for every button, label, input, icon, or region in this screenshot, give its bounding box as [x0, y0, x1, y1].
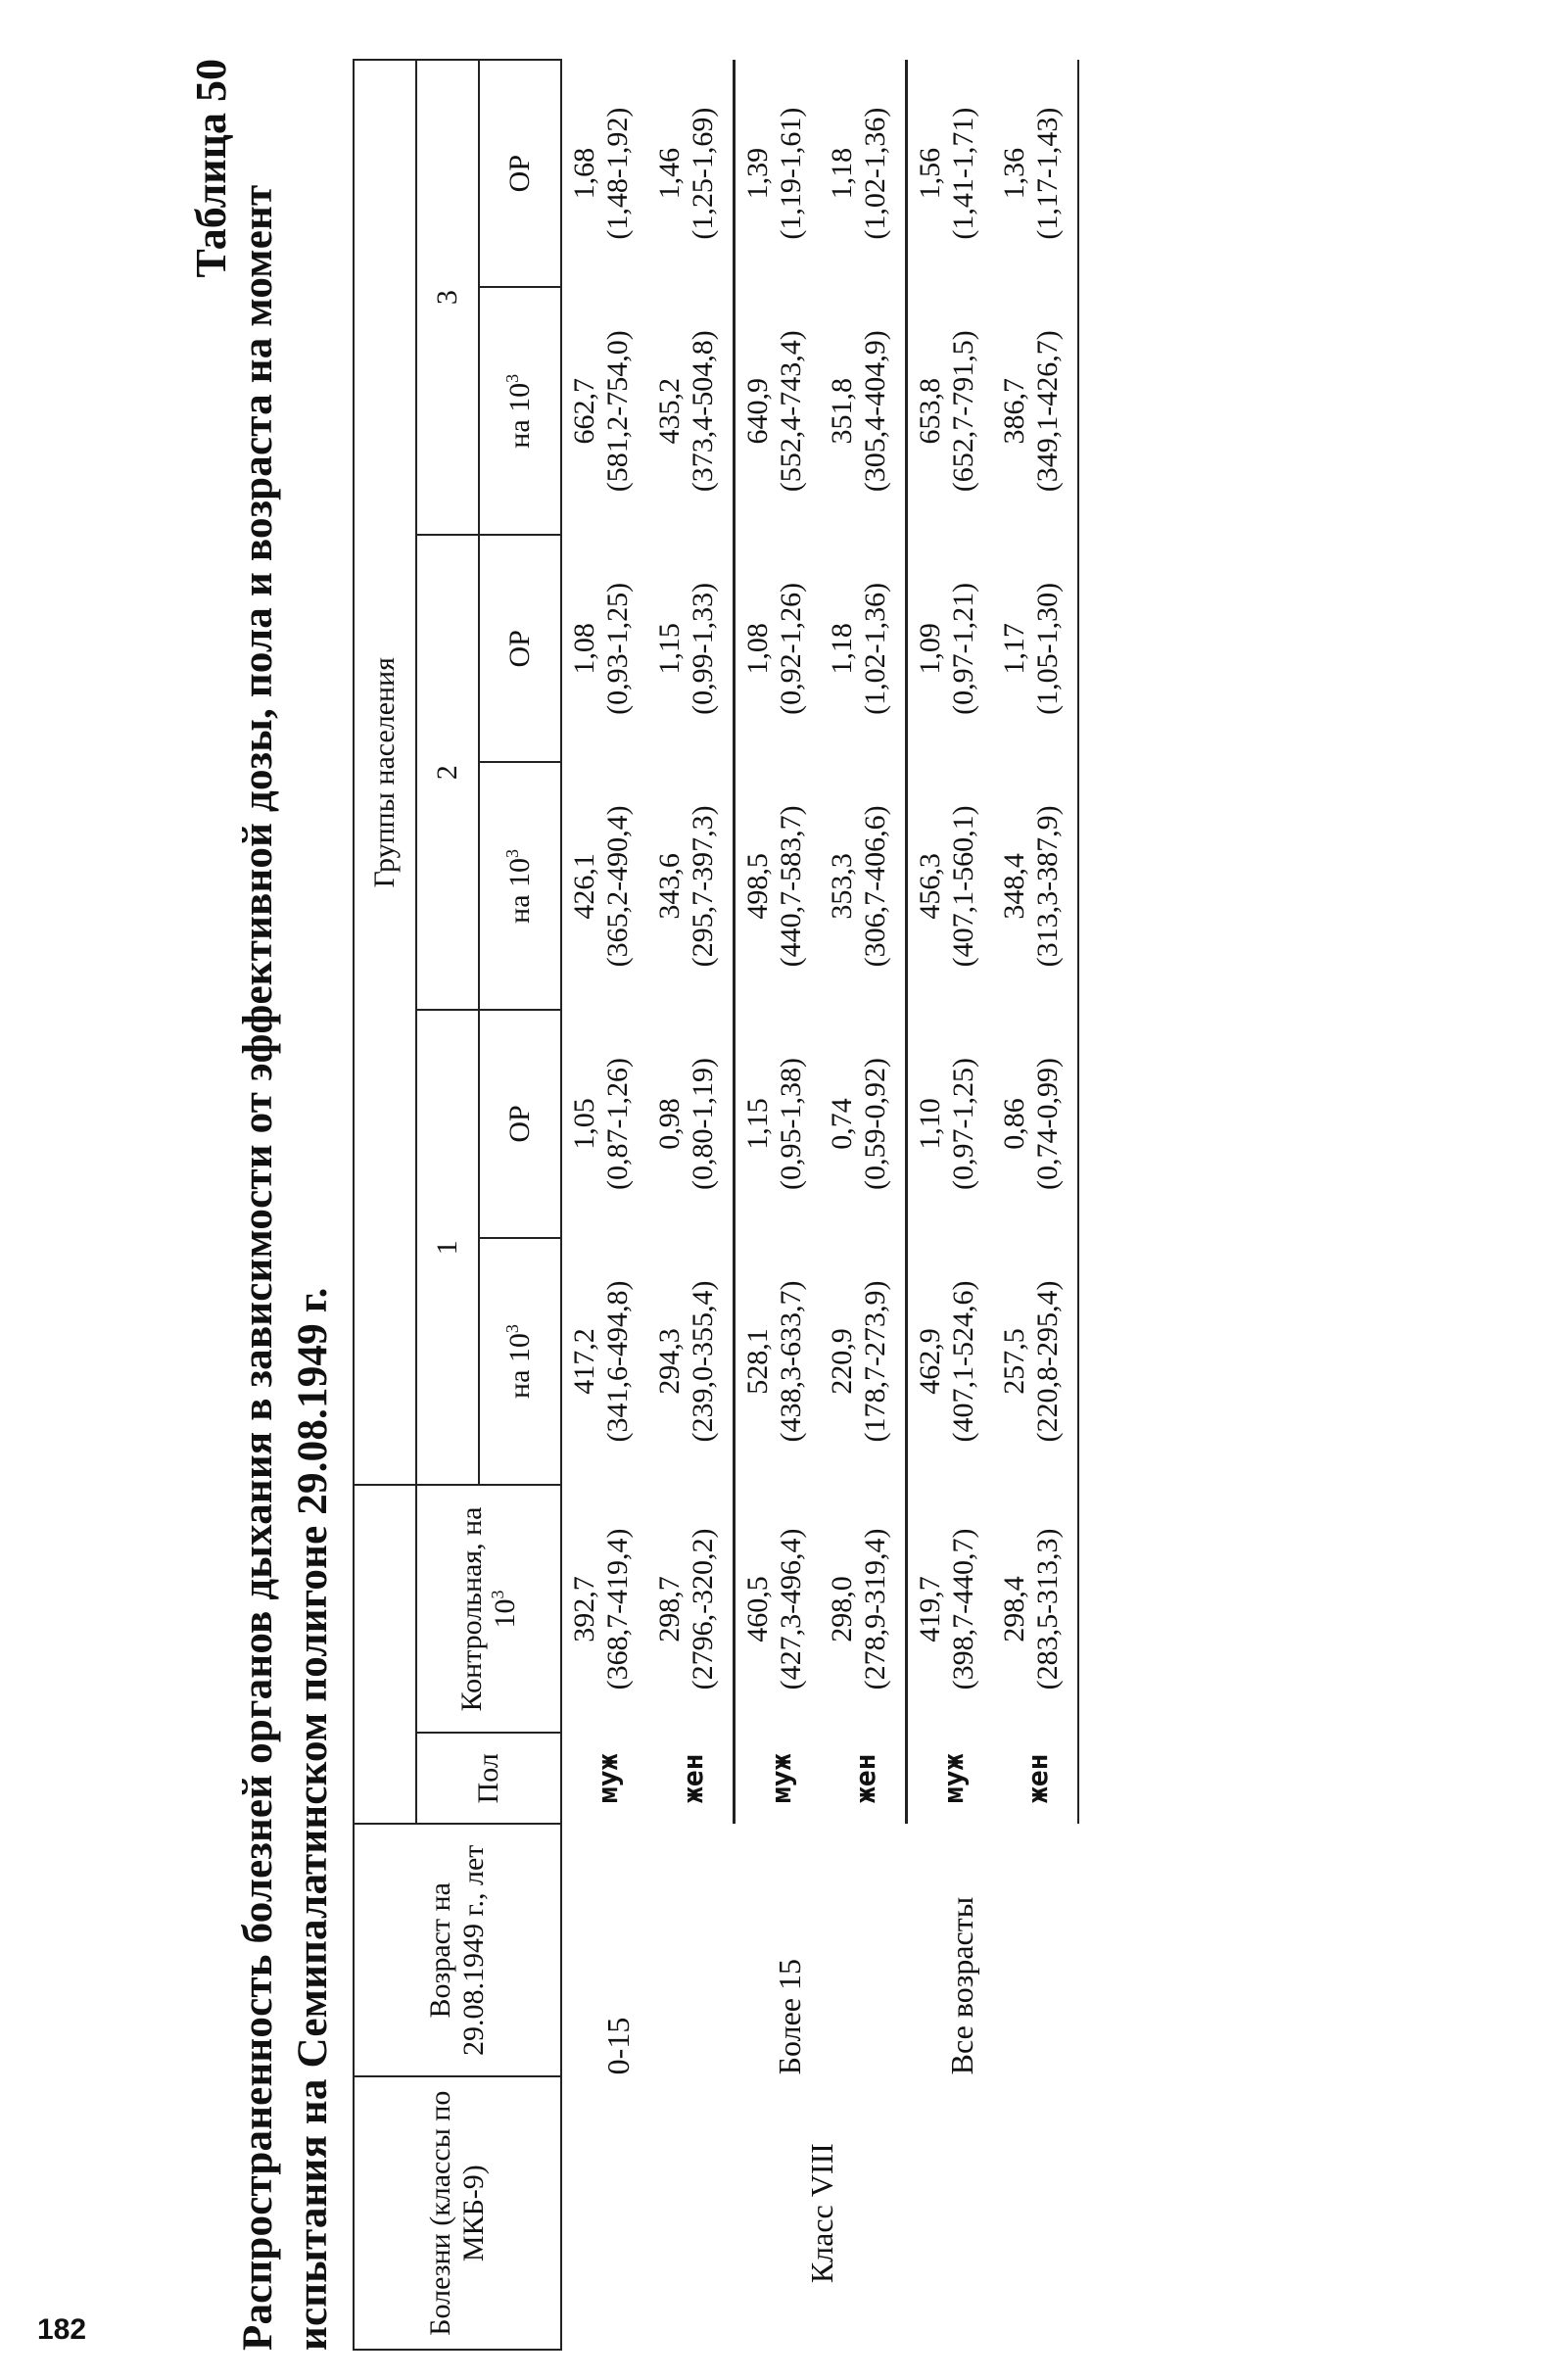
g2-rate-cell: 343,6 (295,7-397,3) — [647, 762, 734, 1010]
g3-or-cell: 1,56 (1,41-1,71) — [913, 107, 979, 240]
g2-or-cell: 1,09 (0,97-1,21) — [913, 582, 979, 715]
control-cell: 392,7 (368,7-419,4) — [568, 1528, 634, 1690]
g2-or-cell: 1,18 (1,02-1,36) — [820, 535, 906, 762]
g3-or-cell: 1,39 (1,19-1,61) — [740, 107, 807, 240]
disease-header: Болезни (классы по МКБ-9) — [354, 2076, 561, 2350]
g3-or-cell: 1,46 (1,25-1,69) — [647, 60, 734, 287]
g3-or-cell: 1,68 (1,48-1,92) — [568, 107, 634, 240]
g3-rate-cell: 435,2 (373,4-504,8) — [647, 287, 734, 535]
g1-or-cell: 0,86 (0,74-0,99) — [992, 1010, 1078, 1237]
group3-header: 3 — [416, 60, 479, 535]
g2-or-cell: 1,08 (0,92-1,26) — [740, 582, 807, 715]
g1-or-header: ОР — [479, 1010, 561, 1237]
age-group-label: Более 15 — [772, 1958, 807, 2075]
g1-or-cell: 0,74 (0,59-0,92) — [820, 1010, 906, 1237]
g1-rate-cell: 257,5 (220,8-295,4) — [992, 1238, 1078, 1486]
g3-rate-header: на $10^3$ — [479, 287, 561, 535]
g1-rate-header: на $10^3$ — [479, 1238, 561, 1486]
sex-cell: муж — [936, 1753, 970, 1804]
control-header: Контрольная, на $10^3$ — [416, 1485, 561, 1733]
g2-rate-cell: 348,4 (313,3-387,9) — [992, 762, 1078, 1010]
page-number: 182 — [37, 2313, 87, 2346]
g3-rate-cell: 386,7 (349,1-426,7) — [992, 287, 1078, 535]
sex-cell: муж — [764, 1753, 797, 1804]
g1-rate-cell: 417,2 (341,6-494,8) — [568, 1280, 634, 1443]
control-cell: 298,4 (283,5-313,3) — [992, 1485, 1078, 1733]
g3-rate-cell: 351,8 (305,4-404,9) — [820, 287, 906, 535]
table-label: Таблица 50 — [187, 59, 235, 278]
control-cell: 419,7 (398,7-440,7) — [913, 1528, 979, 1690]
g3-rate-cell: 662,7 (581,2-754,0) — [568, 330, 634, 493]
g2-or-cell: 1,08 (0,93-1,25) — [568, 582, 634, 715]
g3-or-header: ОР — [479, 60, 561, 287]
sex-header: Пол — [416, 1733, 561, 1824]
age-group-label: 0-15 — [600, 2017, 636, 2075]
g2-rate-cell: 456,3 (407,1-560,1) — [913, 805, 979, 968]
group2-header: 2 — [416, 535, 479, 1010]
control-cell: 298,7 (2796,-320,2) — [647, 1485, 734, 1733]
g2-rate-cell: 426,1 (365,2-490,4) — [568, 805, 634, 968]
g3-rate-cell: 653,8 (652,7-791,5) — [913, 330, 979, 493]
g2-or-cell: 1,17 (1,05-1,30) — [992, 535, 1078, 762]
g1-or-cell: 1,10 (0,97-1,25) — [913, 1057, 979, 1190]
data-table — [353, 59, 1079, 2351]
age-header: Возраст на 29.08.1949 г., лет — [354, 1824, 561, 2076]
g1-or-cell: 1,05 (0,87-1,26) — [568, 1057, 634, 1190]
g1-rate-cell: 528,1 (438,3-633,7) — [740, 1280, 807, 1443]
g3-or-cell: 1,36 (1,17-1,43) — [992, 60, 1078, 287]
g1-or-cell: 0,98 (0,80-1,19) — [647, 1010, 734, 1237]
g3-or-cell: 1,18 (1,02-1,36) — [820, 60, 906, 287]
control-cell: 460,5 (427,3-496,4) — [740, 1528, 807, 1690]
control-cell: 298,0 (278,9-319,4) — [820, 1485, 906, 1733]
g1-rate-cell: 220,9 (178,7-273,9) — [820, 1238, 906, 1486]
age-group-label: Все возрасты — [944, 1896, 979, 2075]
g1-rate-cell: 462,9 (407,1-524,6) — [913, 1280, 979, 1443]
sex-cell: жен — [820, 1733, 906, 1824]
group1-header: 1 — [416, 1010, 479, 1485]
g1-or-cell: 1,15 (0,95-1,38) — [740, 1057, 807, 1190]
g2-rate-cell: 353,3 (306,7-406,6) — [820, 762, 906, 1010]
table-caption: Распространенность болезней органов дыхания в зависимости от эффективной дозы, пола и возраста на момент испытания на Семипалатинском полигоне 29.08.1949 г. — [235, 184, 336, 2351]
g3-rate-cell: 640,9 (552,4-743,4) — [740, 330, 807, 493]
header-blank — [354, 1485, 416, 1824]
g2-rate-header: на $10^3$ — [479, 762, 561, 1010]
groups-header: Группы населения — [354, 60, 416, 1485]
g1-rate-cell: 294,3 (239,0-355,4) — [647, 1238, 734, 1486]
sex-cell: жен — [992, 1733, 1078, 1824]
rotated-page-content — [186, 29, 1567, 2351]
disease-class-cell: Класс VIII — [803, 2143, 839, 2284]
sex-cell: муж — [592, 1753, 624, 1804]
sex-cell: жен — [647, 1733, 734, 1824]
g2-or-header: ОР — [479, 535, 561, 762]
g2-rate-cell: 498,5 (440,7-583,7) — [740, 805, 807, 968]
g2-or-cell: 1,15 (0,99-1,33) — [647, 535, 734, 762]
